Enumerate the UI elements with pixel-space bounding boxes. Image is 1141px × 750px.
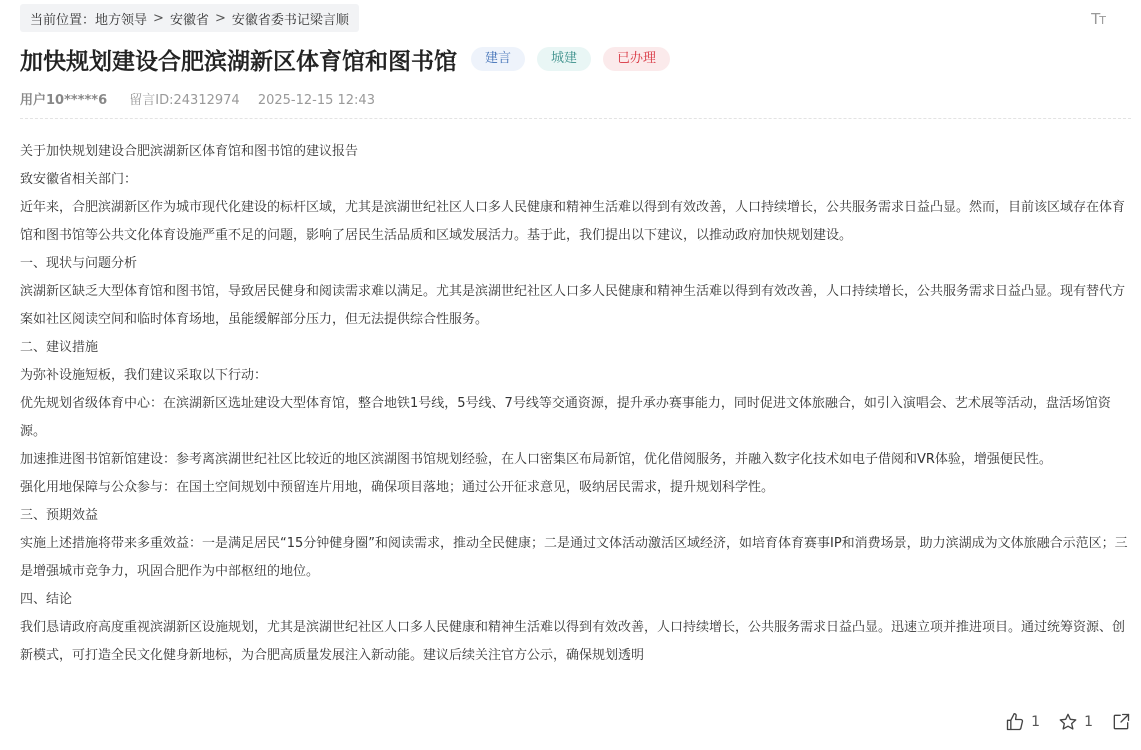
post-meta <box>20 89 375 108</box>
like-count: 1 <box>1031 714 1041 730</box>
breadcrumb <box>20 4 359 32</box>
breadcrumb-item-region[interactable]: 地方领导 <box>95 12 148 28</box>
content-paragraph: 为弥补设施短板，我们建议采取以下行动： <box>20 368 268 383</box>
message-id: 留言ID:24312974 <box>129 93 240 108</box>
star-icon <box>1058 712 1078 732</box>
content-paragraph: 致安徽省相关部门： <box>20 172 138 187</box>
content-paragraph: 强化用地保障与公众参与：在国土空间规划中预留连片用地，确保项目落地；通过公开征求意见，吸纳居民需求，提升规划科学性。 <box>20 480 775 495</box>
favorite-count: 1 <box>1084 714 1093 730</box>
content-paragraph: 实施上述措施将带来多重效益：一是满足居民“15分钟健身圈”和阅读需求，推动全民健康；二是通过文体活动激活区域经济，如培育体育赛事IP和消费场景，助力滨湖成为文体旅融合示范区；三是增强城市竞争力，巩固合肥作为中部枢纽的地位。 <box>20 536 1128 579</box>
content-paragraph: 二、建议措施 <box>20 340 99 355</box>
content-paragraph: 四、结论 <box>20 592 73 607</box>
post-actions <box>987 712 1131 732</box>
thumbs-up-icon <box>1005 712 1025 732</box>
content-paragraph: 三、预期效益 <box>20 508 99 523</box>
post-content <box>20 138 1132 670</box>
like-button[interactable] <box>1005 712 1040 732</box>
post-datetime: 2025-12-15 12:43 <box>257 93 375 108</box>
breadcrumb-separator: > <box>153 10 164 26</box>
breadcrumb-item-province[interactable]: 安徽省 <box>169 12 209 28</box>
tag-category: 城建 <box>537 47 591 71</box>
breadcrumb-prefix: 当前位置： <box>30 12 96 28</box>
content-paragraph: 关于加快规划建设合肥滨湖新区体育馆和图书馆的建议报告 <box>20 144 359 159</box>
content-paragraph: 一、现状与问题分析 <box>20 256 138 271</box>
status-badge: 已办理 <box>603 47 670 71</box>
content-paragraph: 加速推进图书馆新馆建设：参考离滨湖世纪社区比较近的地区滨湖图书馆规划经验，在人口密集区布局新馆，优化借阅服务，并融入数字化技术如电子借阅和VR体验，增强便民性。 <box>20 452 1052 467</box>
tag-suggestion: 建言 <box>471 47 525 71</box>
content-paragraph: 优先规划省级体育中心：在滨湖新区选址建设大型体育馆，整合地铁1号线，5号线、7号线等交通资源，提升承办赛事能力，同时促进文体旅融合，如引入演唱会、艺术展等活动，盘活场馆资源。 <box>20 396 1111 439</box>
share-button[interactable] <box>1111 712 1131 732</box>
content-paragraph: 我们恳请政府高度重视滨湖新区设施规划，尤其是滨湖世纪社区人口多人民健康和精神生活难以得到有效改善，人口持续增长，公共服务需求日益凸显。迅速立项并推进项目。通过统筹资源、创新模式，可打造全民文化健身新地标，为合肥高质量发展注入新动能。建议后续关注官方公示，确保规划透明 <box>20 620 1126 663</box>
share-icon <box>1111 712 1131 732</box>
favorite-button[interactable] <box>1058 712 1093 732</box>
divider <box>20 118 1131 119</box>
author-name: 用户10*****6 <box>20 93 108 108</box>
breadcrumb-separator: > <box>214 10 226 26</box>
title-row <box>20 42 670 76</box>
font-size-toggle-icon[interactable]: TT <box>1091 10 1105 28</box>
page-title: 加快规划建设合肥滨湖新区体育馆和图书馆 <box>20 48 457 75</box>
breadcrumb-item-leader[interactable]: 安徽省委书记梁言顺 <box>231 12 349 28</box>
content-paragraph: 近年来，合肥滨湖新区作为城市现代化建设的标杆区域，尤其是滨湖世纪社区人口多人民健康和精神生活难以得到有效改善，人口持续增长，公共服务需求日益凸显。然而，目前该区域存在体育馆和图书馆等公共文化体育设施严重不足的问题，影响了居民生活品质和区域发展活力。基于此，我们提出以下建议，以推动政府加快规划建设。 <box>20 200 1126 243</box>
content-paragraph: 滨湖新区缺乏大型体育馆和图书馆，导致居民健身和阅读需求难以满足。尤其是滨湖世纪社区人口多人民健康和精神生活难以得到有效改善，人口持续增长，公共服务需求日益凸显。现有替代方案如社区阅读空间和临时体育场地，虽能缓解部分压力，但无法提供综合性服务。 <box>20 284 1126 327</box>
